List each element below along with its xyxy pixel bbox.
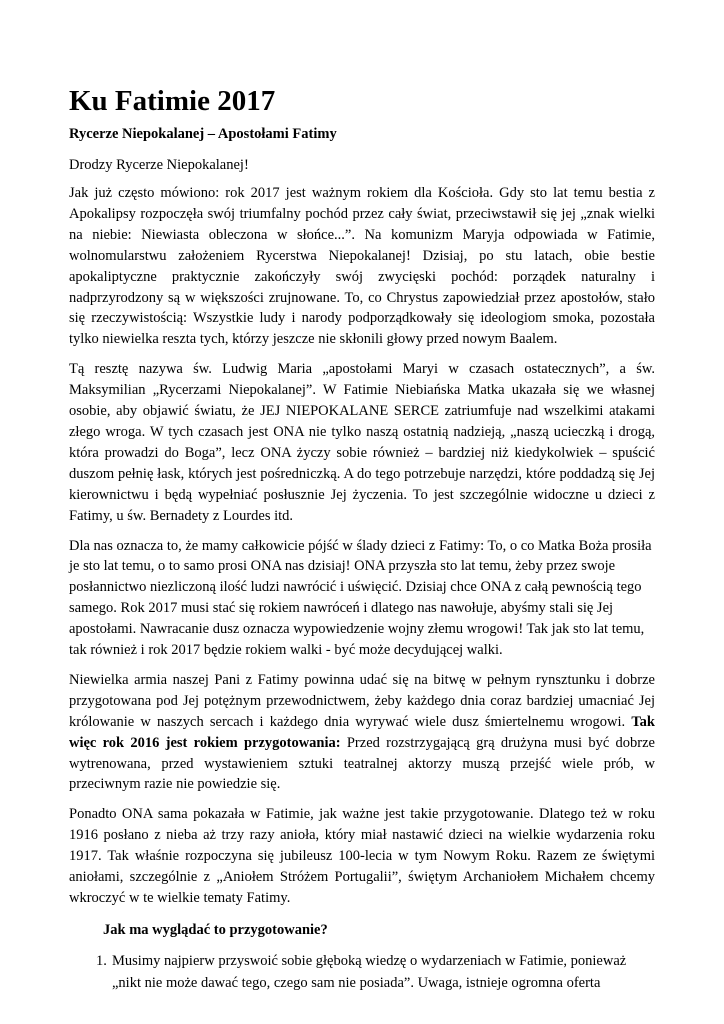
paragraph-3: Dla nas oznacza to, że mamy całkowicie pójść w ślady dzieci z Fatimy: To, o co Matka Boża prosiła je sto lat temu, o to samo prosi ONA nas dzisiaj! ONA przyszła sto lat temu, żeby przez swoje posłannictwo niezliczoną ilość ludzi nawrócić i uświęcić. Dzisiaj chce ONA z całą pewnością tego samego. Rok 2017 musi stać się rokiem nawróceń i dlatego nas nawołuje, abyśmy stali się Jej apostołami. Nawracanie dusz oznacza wypowiedzenie wojny złemu wrogowi! Tak jak sto lat temu, tak również i rok 2017 będzie rokiem walki - być może decydującej walki. <box>69 537 652 659</box>
document-page <box>69 86 655 994</box>
list-item-number: 1. <box>96 952 107 969</box>
page-title: Ku Fatimie 2017 <box>69 85 276 117</box>
greeting: Drodzy Rycerze Niepokalanej! <box>69 157 249 173</box>
paragraph-2: Tą resztę nazywa św. Ludwig Maria „apostołami Maryi w czasach ostatecznych”, a św. Maksymilian „Rycerzami Niepokalanej”. W Fatimie Niebiańska Matka ukazała się we własnej osobie, aby objawić światu, że JEJ NIEPOKALANE SERCE zatriumfuje nad wszelkimi atakami złego wroga. W tych czasach jest ONA nie tylko naszą ostatnią nadzieją, „naszą ucieczką i drogą, która prowadzi do Boga”, lecz ONA życzy sobie również – bardziej niż kiedykolwiek – spuścić duszom pełnię łask, których jest pośredniczką. A do tego potrzebuje narzędzi, które poddadzą się Jej kierownictwu i będą wypełniać posłusznie Jej życzenia. To jest szczególnie widoczne u dzieci z Fatimy, u św. Bernadety z Lourdes itd. <box>69 361 655 524</box>
paragraph-4-text-end: Przed rozstrzygającą grą drużyna musi być dobrze wytrenowana, przed wystawieniem sztuki teatralnej aktorzy muszą przejść wiele prób, w przeciwnym razie nie powiedzie się. <box>69 734 655 793</box>
paragraph-5: Ponadto ONA sama pokazała w Fatimie, jak ważne jest takie przygotowanie. Dlatego też w roku 1916 posłano z nieba aż trzy razy anioła, który miał nastawić dzieci na wielkie wydarzenia roku 1917. Tak właśnie rozpoczyna się jubileusz 100-lecia w tym Nowym Roku. Razem ze świętymi aniołami, szczególnie z „Aniołem Stróżem Portugalii”, świętym Archaniołem Michałem chcemy wkroczyć w te wielkie tematy Fatimy. <box>69 806 655 906</box>
paragraph-1: Jak już często mówiono: rok 2017 jest ważnym rokiem dla Kościoła. Gdy sto lat temu bestia z Apokalipsy rozpoczęła swój triumfalny pochód przez cały świat, przeciwstawił się jej „znak wielki na niebie: Niewiasta obleczona w słońce...”. Na komunizm Maryja odpowiada w Fatimie, wolnomularstwu założeniem Rycerstwa Niepokalanej! Dzisiaj, po stu latach, obie bestie apokaliptyczne praktycznie zakończyły swój zwycięski pochód: porządek naturalny i nadprzyrodzony są w większości zrujnowane. To, co Chrystus zapowiedział przez apostołów, stało się rzeczywistością: Wszystkie ludy i narody podporządkowały się ideologiom smoka, pozostała tylko niewielka reszta tych, którzy jeszcze nie skłonili głowy przed nowym Baalem. <box>69 185 655 348</box>
list-item-line-2: „nikt nie może dawać tego, czego sam nie posiada”. Uwaga, istnieje ogromna oferta <box>112 974 601 991</box>
section-question: Jak ma wyglądać to przygotowanie? <box>103 921 328 938</box>
paragraph-4-bold: Tak więc rok 2016 jest rokiem przygotowania: <box>69 713 655 751</box>
subtitle: Rycerze Niepokalanej – Apostołami Fatimy <box>69 126 337 142</box>
paragraph-4-text: Niewielka armia naszej Pani z Fatimy powinna udać się na bitwę w pełnym rynsztunku i dobrze przygotowana pod Jej potężnym przewodnictwem, żeby każdego dnia coraz bardziej umacniać Jej królowanie w naszych sercach i każdego dnia wyrywać wiele dusz śmiertelnemu wrogowi. <box>69 671 655 730</box>
preparation-list <box>69 950 655 994</box>
list-item <box>69 950 655 994</box>
paragraph-4 <box>69 670 655 795</box>
list-item-line-1: Musimy najpierw przyswoić sobie głęboką wiedzę o wydarzeniach w Fatimie, ponieważ <box>112 952 627 969</box>
